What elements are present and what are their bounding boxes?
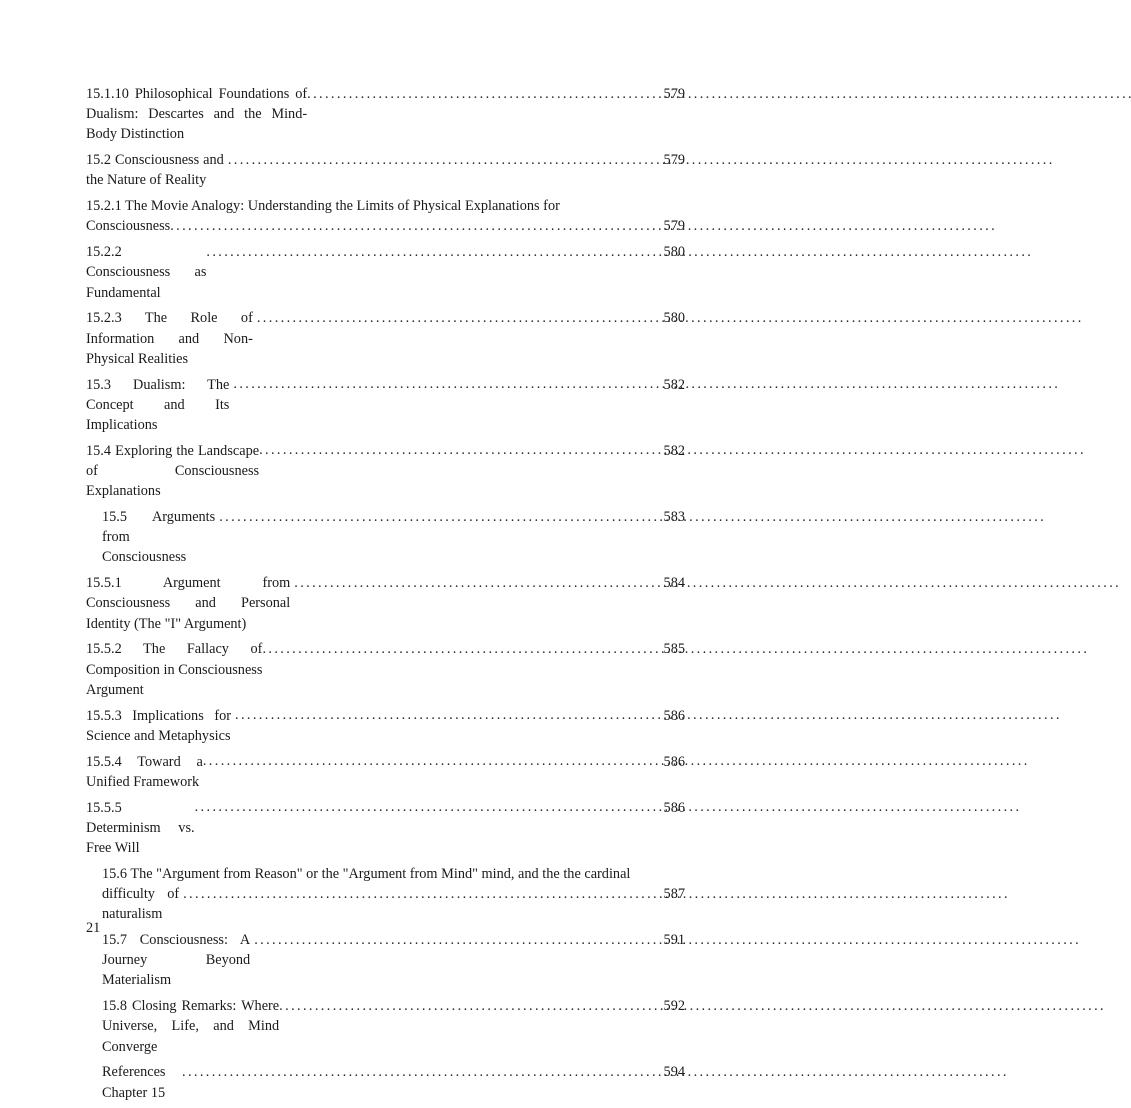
toc-entry-row <box>86 752 685 792</box>
toc-entry-title: 15.5.1 Argument from Consciousness and Personal Identity (The "I" Argument) <box>86 575 294 632</box>
toc-entry-page-number: 586 <box>663 799 685 816</box>
toc-entry[interactable] <box>86 864 685 925</box>
toc-dot-leader <box>215 507 663 527</box>
toc-dot-leader <box>262 639 663 659</box>
toc-entry-row <box>86 242 685 303</box>
toc-dot-leader <box>279 996 663 1016</box>
toc-entry[interactable] <box>86 507 685 568</box>
toc-entry-row <box>86 706 685 746</box>
toc-dot-leader <box>178 1062 663 1082</box>
toc-entry[interactable] <box>86 930 685 991</box>
page-number-footer: 21 <box>86 920 101 936</box>
toc-entry-title: 15.2.3 The Role of Information and Non-Physical Realities <box>86 310 257 367</box>
toc-entry[interactable] <box>86 798 685 859</box>
toc-entry[interactable] <box>86 752 685 792</box>
toc-entry-title: Consciousness <box>86 218 171 235</box>
toc-entry-title: 15.5.4 Toward a Unified Framework <box>86 753 207 790</box>
toc-entry-title: 15.5.3 Implications for Science and Metaphysics <box>86 707 235 744</box>
toc-entry-title: 15.5.5 Determinism vs. Free Will <box>86 799 199 857</box>
toc-entry-row <box>102 996 685 1057</box>
toc-dot-leader <box>224 150 663 170</box>
toc-entry[interactable] <box>86 1062 685 1102</box>
toc-entry-page-number: 580 <box>663 244 685 261</box>
toc-entry[interactable] <box>86 242 685 303</box>
toc-dot-leader <box>195 797 663 817</box>
toc-dot-leader <box>307 84 663 104</box>
toc-entry-row <box>86 308 685 369</box>
toc-dot-leader <box>206 242 663 262</box>
toc-entry-row <box>86 150 685 190</box>
toc-entry-page-number: 584 <box>663 575 685 592</box>
toc-entry-row <box>86 84 685 145</box>
toc-entry[interactable] <box>86 573 685 634</box>
toc-entry-row <box>102 884 685 924</box>
toc-entry-title: 15.3 Dualism: The Concept and Its Implications <box>86 376 233 434</box>
toc-dot-leader <box>259 440 663 460</box>
toc-entry-title-line-1: 15.2.1 The Movie Analogy: Understanding the Limits of Physical Explanations for <box>86 198 560 215</box>
toc-entry-page-number: 582 <box>663 442 685 459</box>
toc-entry-row <box>86 216 685 236</box>
toc-entry[interactable] <box>86 375 685 436</box>
toc-dot-leader <box>179 884 663 904</box>
toc-entry[interactable] <box>86 706 685 746</box>
toc-entry[interactable] <box>86 996 685 1057</box>
toc-entry-row <box>102 507 685 568</box>
toc-entry-title: 15.8 Closing Remarks: Where Universe, Life, and Mind Converge <box>102 998 283 1055</box>
toc-entry-page-number: 585 <box>663 641 685 658</box>
toc-entry[interactable] <box>86 196 685 236</box>
toc-entry-page-number: 583 <box>663 509 685 526</box>
toc-entry-page-number: 579 <box>663 152 685 169</box>
toc-entry-page-number: 587 <box>663 886 685 903</box>
toc-dot-leader <box>231 705 663 725</box>
toc-entry-row <box>86 441 685 502</box>
toc-entry-page-number: 591 <box>663 932 685 949</box>
toc-entry-row <box>102 930 685 991</box>
toc-entry-page-number: 582 <box>663 376 685 393</box>
toc-entry[interactable] <box>86 308 685 369</box>
toc-dot-leader <box>170 216 663 236</box>
toc-dot-leader <box>250 930 663 950</box>
toc-entry-page-number: 580 <box>663 310 685 327</box>
toc-entry-title: 15.7 Consciousness: A Journey Beyond Materialism <box>102 932 254 989</box>
toc-entry-page-number: 579 <box>663 86 685 102</box>
toc-entry-title: 15.1.10 Philosophical Foundations of Dualism: Descartes and the Mind-Body Distinction <box>86 86 311 143</box>
toc-entry-title: 15.4 Exploring the Landscape of Consciousness Explanations <box>86 442 263 500</box>
toc-entry-title: 15.5.2 The Fallacy of Composition in Consciousness Argument <box>86 641 267 698</box>
toc-dot-leader <box>229 374 663 394</box>
toc-entry[interactable] <box>86 150 685 190</box>
toc-entry-row <box>86 639 685 700</box>
toc-entry[interactable] <box>86 84 685 145</box>
toc-dot-leader <box>203 751 663 771</box>
table-of-contents <box>86 84 685 1108</box>
toc-entry-page-number: 579 <box>663 218 685 235</box>
toc-entry-title: 15.2.2 Consciousness as Fundamental <box>86 244 210 301</box>
toc-dot-leader <box>253 308 663 328</box>
toc-entry-title: difficulty of naturalism <box>102 886 183 923</box>
toc-entry-title: References Chapter 15 <box>102 1064 170 1101</box>
toc-entry-page-number: 586 <box>663 707 685 724</box>
toc-entry-title: 15.5 Arguments from Consciousness <box>102 509 219 566</box>
toc-entry-page-number: 586 <box>663 753 685 770</box>
toc-entry-page-number: 594 <box>663 1064 685 1081</box>
toc-dot-leader <box>290 573 663 593</box>
toc-entry-title-line-1: 15.6 The "Argument from Reason" or the "Argument from Mind" mind, and the the cardinal <box>102 865 631 882</box>
toc-entry-row <box>86 573 685 634</box>
toc-entry-page-number: 592 <box>663 998 685 1015</box>
toc-entry-row <box>86 798 685 859</box>
toc-entry[interactable] <box>86 441 685 502</box>
toc-entry-row <box>102 1062 685 1102</box>
toc-entry-title: 15.2 Consciousness and the Nature of Reality <box>86 152 228 189</box>
toc-entry-row <box>86 375 685 436</box>
toc-entry[interactable] <box>86 639 685 700</box>
